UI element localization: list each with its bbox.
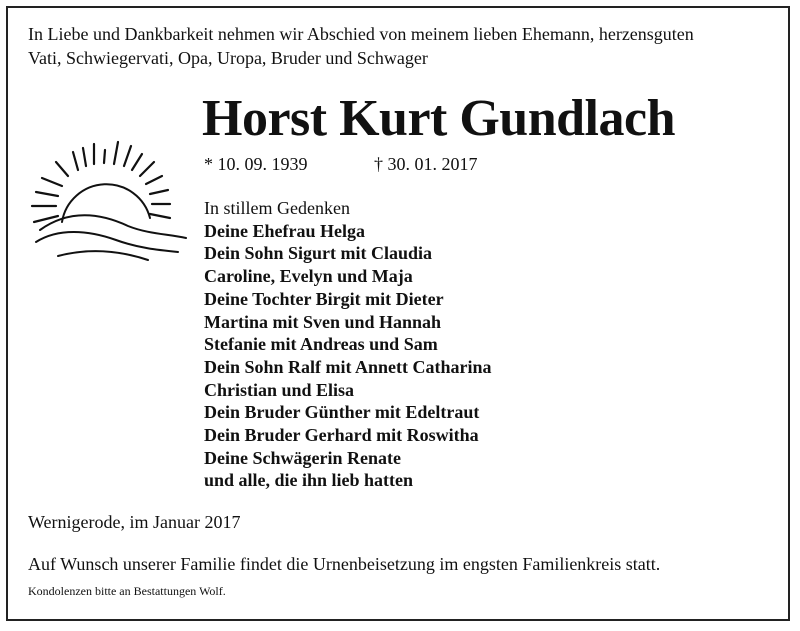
- mourners-list: [204, 197, 492, 492]
- mourner-line: Deine Ehefrau Helga: [204, 220, 365, 241]
- sunset-illustration: [28, 130, 190, 270]
- intro-line-1: In Liebe und Dankbarkeit nehmen wir Abschied von meinem lieben Ehemann, herzensguten: [28, 24, 694, 44]
- mourner-line: Stefanie mit Andreas und Sam: [204, 334, 438, 355]
- mourner-line: Dein Sohn Ralf mit Annett Catharina: [204, 356, 492, 377]
- mourner-line: Deine Schwägerin Renate: [204, 447, 401, 468]
- deceased-name: Horst Kurt Gundlach: [202, 90, 675, 147]
- mourner-line: Dein Bruder Günther mit Edeltraut: [204, 402, 480, 423]
- mourner-line: Dein Bruder Gerhard mit Roswitha: [204, 425, 479, 446]
- mourners-intro: In stillem Gedenken: [204, 198, 350, 218]
- mourner-line: Martina mit Sven und Hannah: [204, 311, 442, 332]
- life-dates: [204, 153, 478, 175]
- burial-notice: Auf Wunsch unserer Familie findet die Urnenbeisetzung im engsten Familienkreis statt.: [28, 554, 661, 574]
- mourner-line: Caroline, Evelyn und Maja: [204, 266, 413, 287]
- mourner-line: Dein Sohn Sigurt mit Claudia: [204, 243, 433, 264]
- mourner-line: Deine Tochter Birgit mit Dieter: [204, 288, 444, 309]
- condolence-note: Kondolenzen bitte an Bestattungen Wolf.: [28, 584, 226, 598]
- death-date: † 30. 01. 2017: [374, 154, 478, 174]
- intro-line-2: Vati, Schwiegervati, Opa, Uropa, Bruder und Schwager: [28, 48, 428, 68]
- birth-date: * 10. 09. 1939: [204, 154, 308, 174]
- place-date: Wernigerode, im Januar 2017: [28, 512, 241, 532]
- intro-text: [28, 22, 778, 70]
- mourner-line: Christian und Elisa: [204, 379, 355, 400]
- mourner-line: und alle, die ihn lieb hatten: [204, 470, 414, 491]
